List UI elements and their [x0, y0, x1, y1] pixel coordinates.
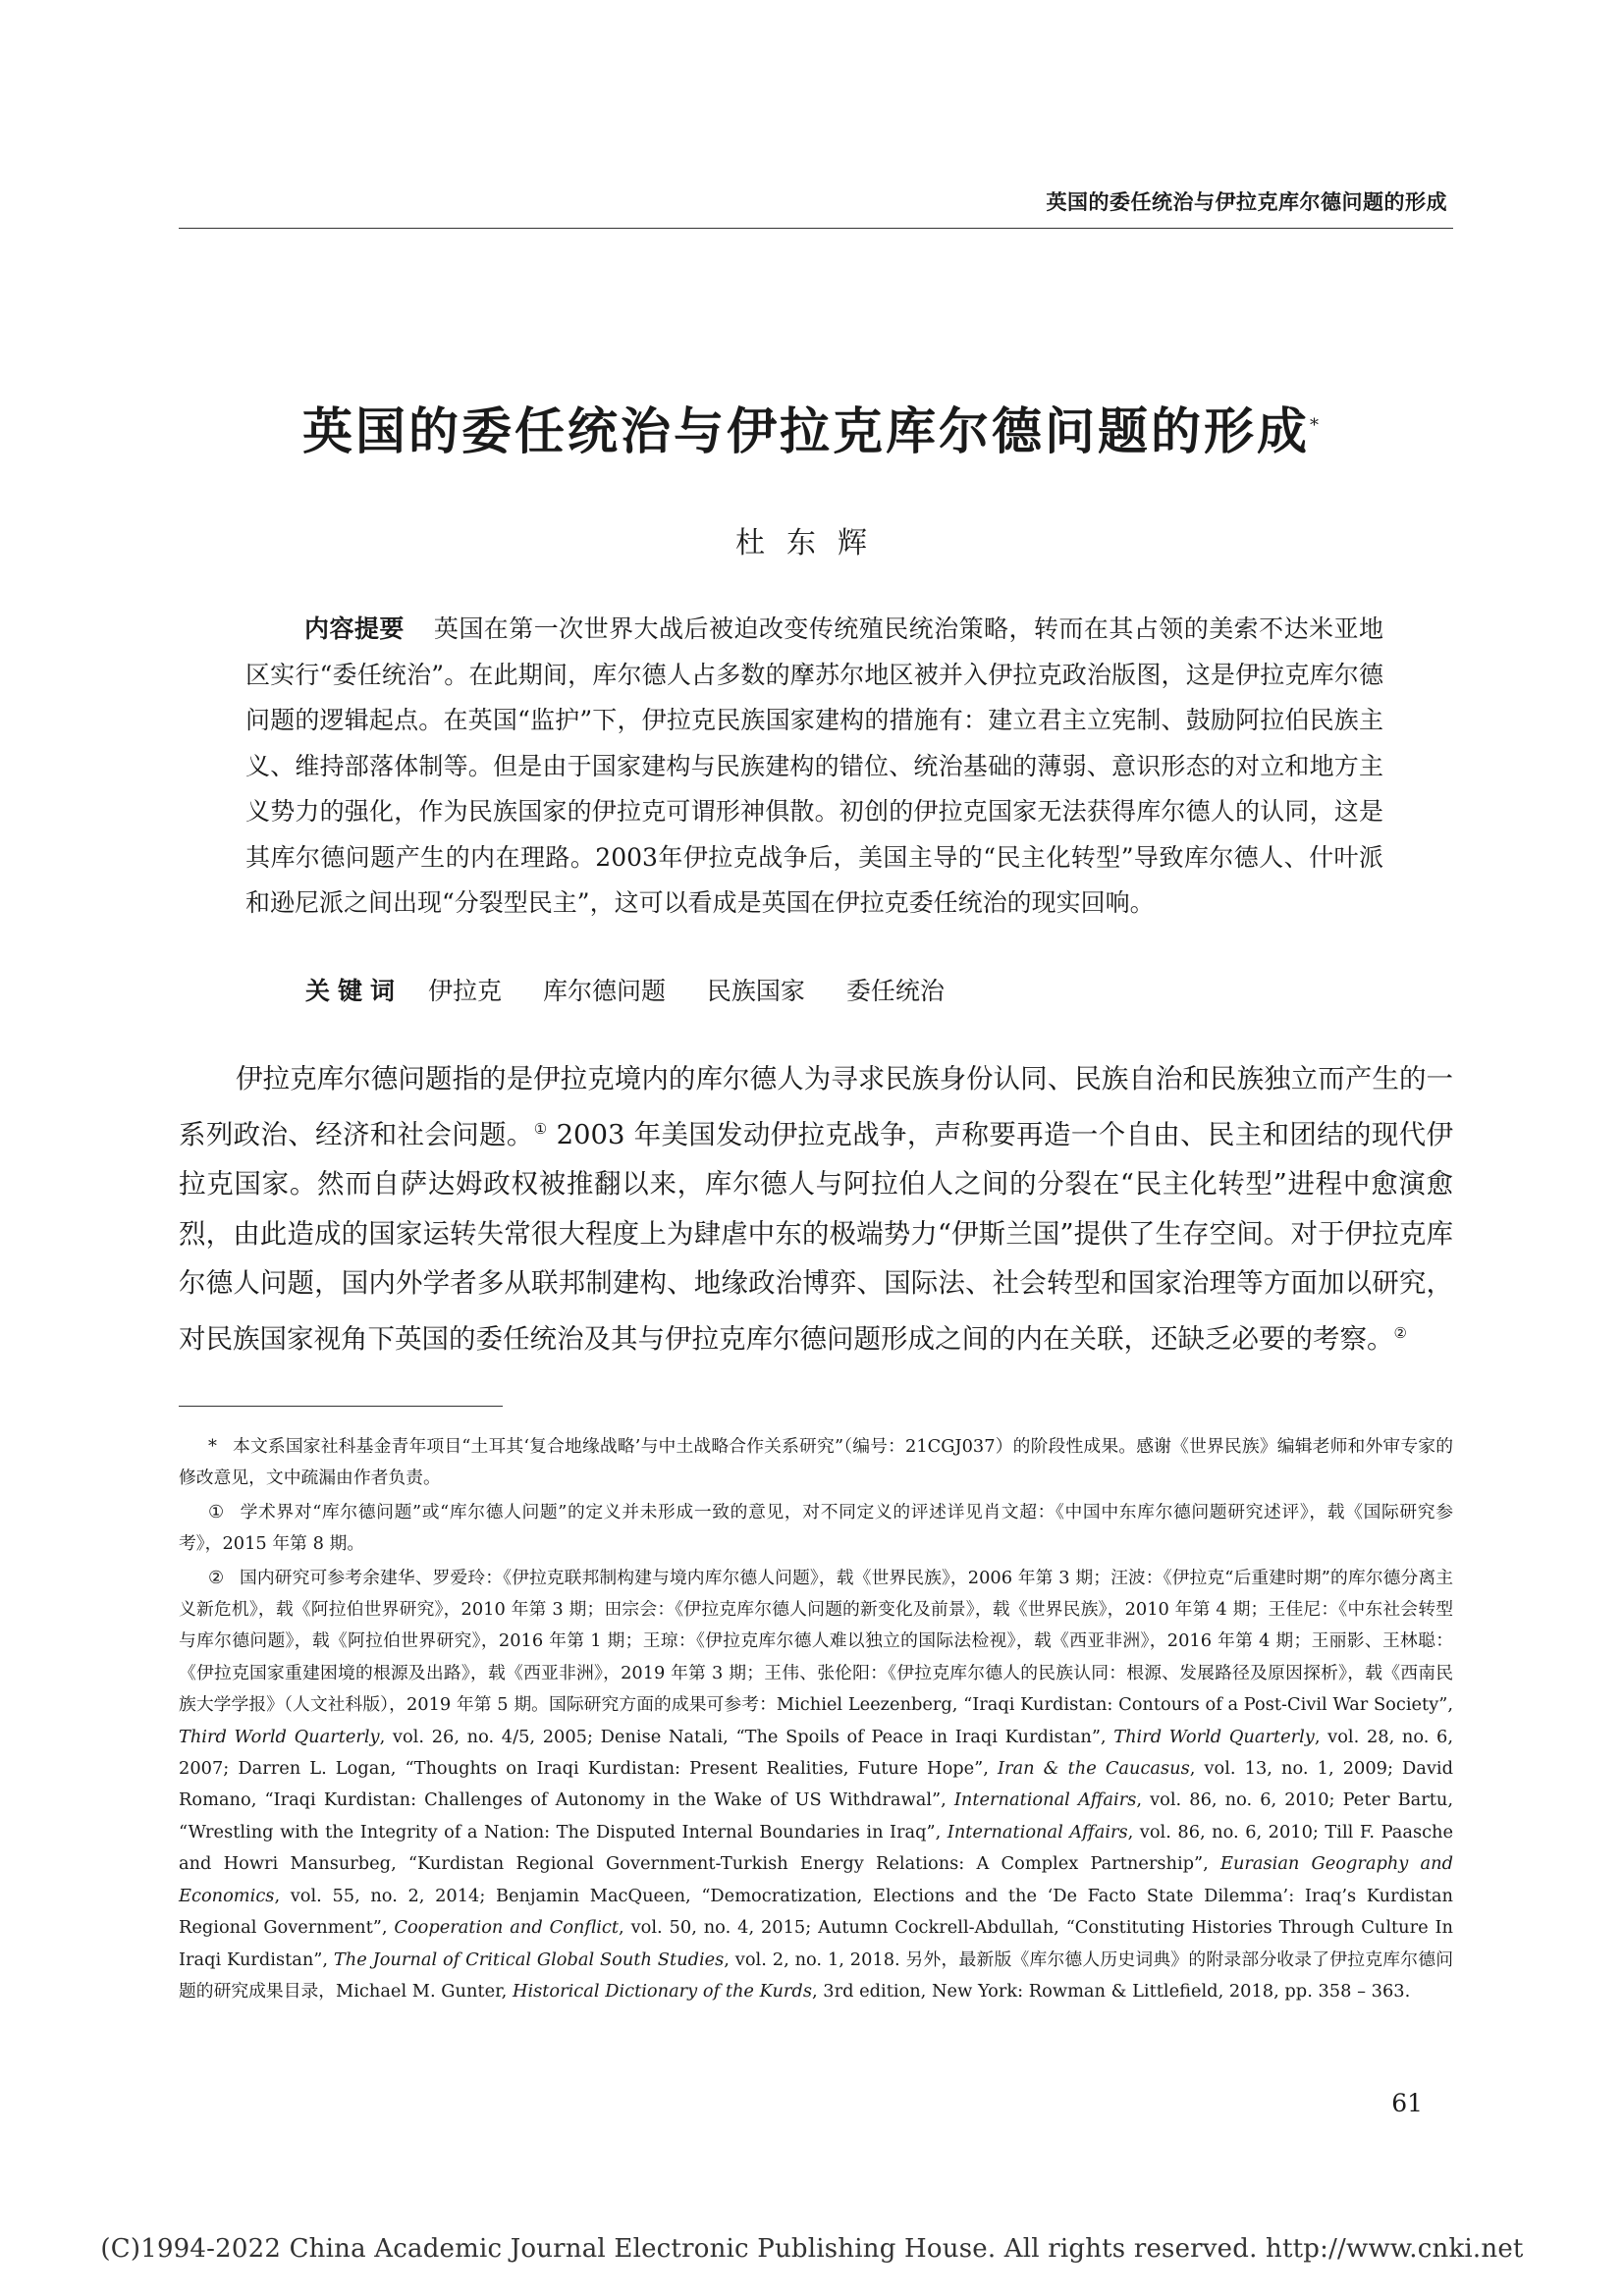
journal-title: International Affairs [953, 1789, 1137, 1811]
footnotes [179, 1431, 1453, 2009]
footnote-text: , 3rd edition, New York: Rowman & Littlefield, 2018, pp. 358 – 363. [811, 1980, 1411, 2002]
header-divider [179, 228, 1453, 229]
footnote [179, 1563, 1453, 2008]
footnote-text: , vol. 26, no. 4/5, 2005; Denise Natali, “The Spoils of Peace in Iraqi Kurdistan”, [379, 1726, 1114, 1747]
keywords [305, 972, 978, 1007]
copyright-notice: (C)1994-2022 China Academic Journal Electronic Publishing House. All rights reserved. http://www.cnki.net [100, 2234, 1524, 2264]
title-footnote-mark: * [1310, 415, 1322, 436]
footnote-mark: ② [208, 1567, 225, 1588]
footnote-mark: * [208, 1436, 217, 1457]
keywords-label: 关键词 [305, 977, 404, 1005]
footnote [179, 1431, 1453, 1495]
footnote-text: 本文系国家社科基金青年项目“土耳其‘复合地缘战略’与中土战略合作关系研究”（编号：21CGJ037）的阶段性成果。感谢《世界民族》编辑老师和外审专家的修改意见，文中疏漏由作者负责。 [179, 1436, 1453, 1489]
author-name: 杜东辉 [735, 526, 889, 561]
footnote-divider [179, 1406, 503, 1407]
abstract [245, 607, 1383, 927]
keyword: 库尔德问题 [542, 977, 666, 1005]
journal-title: Iran & the Caucasus [998, 1758, 1190, 1780]
footnote-ref-link[interactable]: ① [533, 1119, 548, 1138]
running-header: 英国的委任统治与伊拉克库尔德问题的形成 [1046, 190, 1447, 214]
journal-title: Third World Quarterly [179, 1726, 380, 1747]
footnote-mark: ① [208, 1501, 225, 1522]
footnote [179, 1497, 1453, 1561]
abstract-label: 内容提要 [304, 614, 405, 643]
keyword: 伊拉克 [427, 977, 502, 1005]
book-title: Historical Dictionary of the Kurds [512, 1980, 812, 2002]
page-number: 61 [1391, 2089, 1423, 2117]
footnote-text: , vol. 13, no. 1, 2009; David Romano, “Iraqi Kurdistan: Challenges of Autonomy in the Wake of US Withdrawal”, [179, 1758, 1454, 1811]
body-text: 伊拉克库尔德问题指的是伊拉克境内的库尔德人为寻求民族身份认同、民族自治和民族独立而产生的一系列政治、经济和社会问题。 [179, 1063, 1453, 1150]
article-title [0, 391, 1624, 463]
footnote-text: , vol. 2, no. 1, 2018. 另外，最新版《库尔德人历史词典》的附录部分收录了伊拉克库尔德问题的研究成果目录，Michael M. Gunter, [179, 1949, 1453, 2002]
footnote-ref-link[interactable]: ② [1393, 1323, 1407, 1342]
keyword: 民族国家 [706, 977, 805, 1005]
journal-title: Cooperation and Conflict [394, 1917, 620, 1939]
footnote-text: , vol. 28, no. 6, 2007; Darren L. Logan, “Thoughts on Iraqi Kurdistan: Present Realities, Future Hope”, [179, 1726, 1454, 1780]
journal-title: International Affairs [947, 1821, 1128, 1842]
abstract-text: 英国在第一次世界大战后被迫改变传统殖民统治策略，转而在其占领的美索不达米亚地区实行“委任统治”。在此期间，库尔德人占多数的摩苏尔地区被并入伊拉克政治版图，这是伊拉克库尔德问题的逻辑起点。在英国“监护”下，伊拉克民族国家建构的措施有：建立君主立宪制、鼓励阿拉伯民族主义、维持部落体制等。但是由于国家建构与民族建构的错位、统治基础的薄弱、意识形态的对立和地方主义势力的强化，作为民族国家的伊拉克可谓形神俱散。初创的伊拉克国家无法获得库尔德人的认同，这是其库尔德问题产生的内在理路。2003年伊拉克战争后，美国主导的“民主化转型”导致库尔德人、什叶派和逊尼派之间出现“分裂型民主”，这可以看成是英国在伊拉克委任统治的现实回响。 [245, 614, 1383, 917]
footnote-text: , vol. 50, no. 4, 2015; Autumn Cockrell-Abdullah, “Constituting Histories Through Culture In Iraqi Kurdistan”, [179, 1917, 1453, 1970]
journal-title: The Journal of Critical Global South Studies [333, 1949, 725, 1970]
footnote-text: 国内研究可参考余建华、罗爱玲：《伊拉克联邦制构建与境内库尔德人问题》，载《世界民族》，2006 年第 3 期；汪波：《伊拉克“后重建时期”的库尔德分离主义新危机》，载《阿拉伯世界研究》，2010 年第 3 期；田宗会：《伊拉克库尔德人问题的新变化及前景》，载《世界民族》，2010 年第 4 期；王佳尼：《中东社会转型与库尔德问题》，载《阿拉伯世界研究》，2016 年第 1 期；王琼：《伊拉克库尔德人难以独立的国际法检视》，载《西亚非洲》，2016 年第 4 期；王丽影、王林聪：《伊拉克国家重建困境的根源及出路》，载《西亚非洲》，2019 年第 3 期；王伟、张伦阳：《伊拉克库尔德人的民族认同：根源、发展路径及原因探析》，载《西南民族大学学报》（人文社科版），2019 年第 5 期。国际研究方面的成果可参考：Michiel Leezenberg, “Iraqi Kurdistan: Contours of a Post-Civil War Society”, [179, 1567, 1453, 1716]
body-paragraph [179, 1054, 1453, 1363]
body-text: 2003 年美国发动伊拉克战争，声称要再造一个自由、民主和团结的现代伊拉克国家。然而自萨达姆政权被推翻以来，库尔德人与阿拉伯人之间的分裂在“民主化转型”进程中愈演愈烈，由此造成的国家运转失常很大程度上为肆虐中东的极端势力“伊斯兰国”提供了生存空间。对于伊拉克库尔德人问题，国内外学者多从联邦制建构、地缘政治博弈、国际法、社会转型和国家治理等方面加以研究，对民族国家视角下英国的委任统治及其与伊拉克库尔德问题形成之间的内在关联，还缺乏必要的考察。 [179, 1118, 1454, 1355]
footnote-text: , vol. 55, no. 2, 2014; Benjamin MacQueen, “Democratization, Elections and the ‘De Facto State Dilemma’: Iraq’s Kurdistan Regional Government”, [179, 1885, 1453, 1939]
article-title-text: 英国的委任统治与伊拉克库尔德问题的形成 [301, 402, 1310, 461]
footnote-text: , vol. 86, no. 6, 2010; Till F. Paasche and Howri Mansurbeg, “Kurdistan Regional Government-Turkish Energy Relations: A Complex Partnership”, [179, 1821, 1453, 1875]
keyword: 委任统治 [845, 977, 945, 1005]
footnote-text: , vol. 86, no. 6, 2010; Peter Bartu, “Wrestling with the Integrity of a Nation: The Disputed Internal Boundaries in Iraq”, [179, 1789, 1453, 1842]
journal-title: Third World Quarterly [1113, 1726, 1315, 1747]
journal-title: Eurasian Geography and Economics [179, 1853, 1453, 1906]
footnote-text: 学术界对“库尔德问题”或“库尔德人问题”的定义并未形成一致的意见，对不同定义的评述详见肖文超：《中国中东库尔德问题研究述评》，载《国际研究参考》，2015 年第 8 期。 [179, 1501, 1453, 1555]
